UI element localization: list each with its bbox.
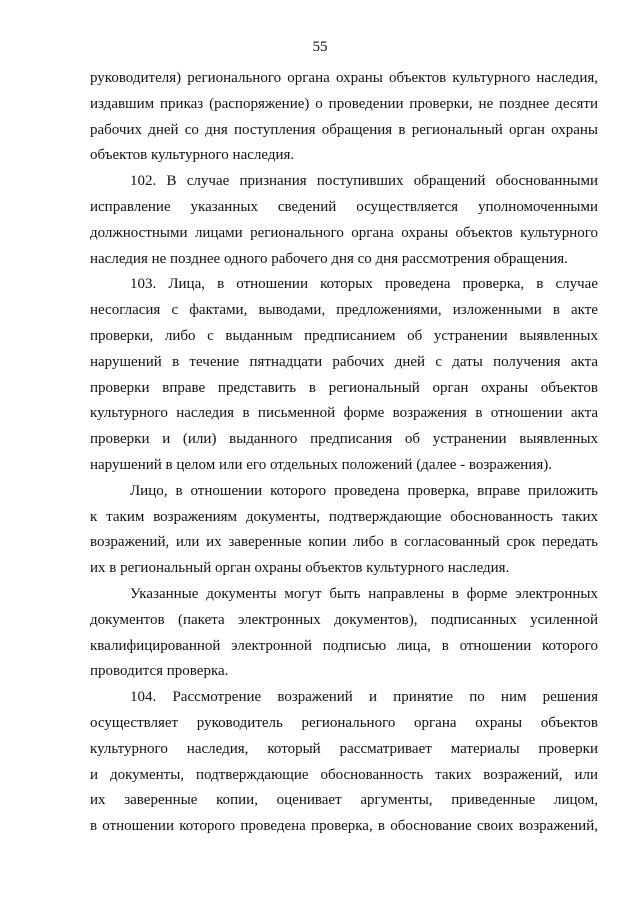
text-line: документов (пакета электронных документов), подписанных усиленной bbox=[90, 611, 598, 628]
text-line: 103. Лица, в отношении которых проведена проверка, в случае bbox=[130, 276, 598, 293]
text-line: наследия не позднее одного рабочего дня со дня рассмотрения обращения. bbox=[90, 250, 568, 267]
text-line: несогласия с фактами, выводами, предложениями, изложенными в акте bbox=[90, 302, 598, 319]
text-line: объектов культурного наследия. bbox=[90, 147, 295, 164]
text-line: осуществляет руководитель регионального органа охраны объектов bbox=[90, 714, 598, 731]
text-line: издавшим приказ (распоряжение) о проведении проверки, не позднее десяти bbox=[90, 95, 598, 112]
text-line: возражений, или их заверенные копии либо в согласованный срок передать bbox=[90, 534, 598, 551]
text-line: проверки вправе представить в региональный орган охраны объектов bbox=[90, 379, 598, 396]
text-line: культурного наследия в письменной форме возражения в отношении акта bbox=[90, 405, 598, 422]
text-line: должностными лицами регионального органа охраны объектов культурного bbox=[90, 224, 598, 241]
text-line: Лицо, в отношении которого проведена проверка, вправе приложить bbox=[130, 482, 598, 499]
text-line: проводится проверка. bbox=[90, 663, 229, 680]
text-line: 104. Рассмотрение возражений и принятие по ним решения bbox=[130, 689, 598, 706]
text-line: к таким возражениям документы, подтверждающие обоснованность таких bbox=[90, 508, 598, 525]
text-line: в отношении которого проведена проверка, в обоснование своих возражений, bbox=[90, 818, 598, 835]
text-line: квалифицированной электронной подписью лица, в отношении которого bbox=[90, 637, 598, 654]
page-number: 55 bbox=[312, 39, 328, 55]
text-line: проверки и (или) выданного предписания об устранении выявленных bbox=[90, 431, 598, 448]
text-line: рабочих дней со дня поступления обращения в региональный орган охраны bbox=[90, 121, 598, 138]
text-line: культурного наследия, который рассматривает материалы проверки bbox=[90, 740, 598, 757]
text-line: и документы, подтверждающие обоснованность таких возражений, или bbox=[90, 766, 598, 783]
text-line: Указанные документы могут быть направлены в форме электронных bbox=[130, 585, 598, 602]
text-line: нарушений в целом или его отдельных положений (далее - возражения). bbox=[90, 456, 552, 473]
text-line: проверки, либо с выданным предписанием об устранении выявленных bbox=[90, 327, 598, 344]
text-line: исправление указанных сведений осуществляется уполномоченными bbox=[90, 198, 598, 215]
document-body bbox=[90, 66, 598, 840]
text-line: их заверенные копии, оценивает аргументы, приведенные лицом, bbox=[90, 792, 598, 809]
text-line: их в региональный орган охраны объектов культурного наследия. bbox=[90, 560, 510, 577]
text-line: 102. В случае признания поступивших обращений обоснованными bbox=[130, 173, 598, 190]
text-line: нарушений в течение пятнадцати рабочих дней с даты получения акта bbox=[90, 353, 598, 370]
text-line: руководителя) регионального органа охраны объектов культурного наследия, bbox=[90, 70, 598, 86]
